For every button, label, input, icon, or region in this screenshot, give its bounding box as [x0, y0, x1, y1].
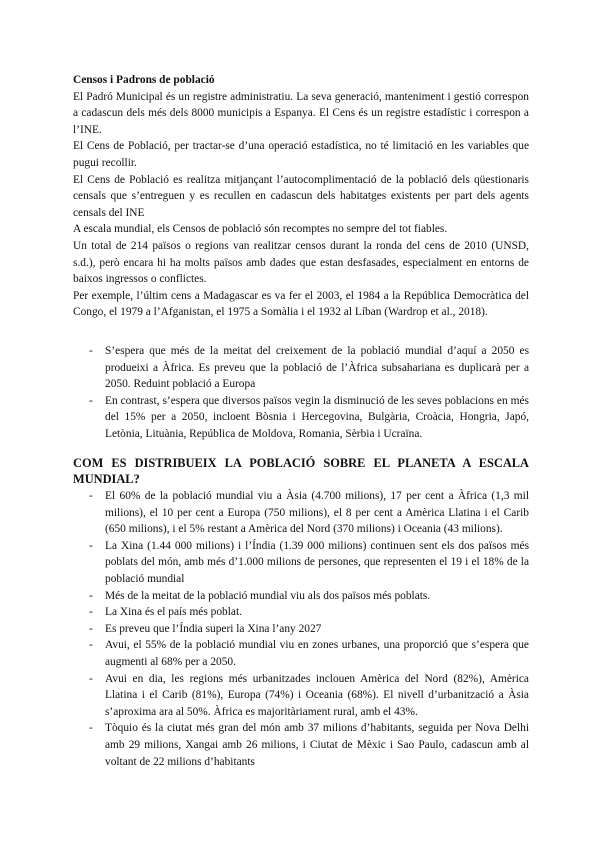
list-item — [73, 343, 529, 393]
section-title: Censos i Padrons de població — [73, 74, 215, 86]
dash-bullet: - — [89, 394, 93, 407]
distribution-bullet-list — [73, 488, 529, 770]
dash-bullet: - — [89, 639, 93, 652]
list-item-text: Avui, el 55% de la població mundial viu en zones urbanes, una proporció que s’espera que augmenti al 68% per a 2050. — [105, 639, 529, 668]
list-item-text: La Xina (1.44 000 milions) i l’Índia (1.39 000 milions) continuen sent els dos països més poblats del món, amb més d’1.000 milions de persones, que representen el 19 i el 18% de la població mundial — [105, 539, 529, 585]
distribution-heading: COM ES DISTRIBUEIX LA POBLACIÓ SOBRE EL PLANETA A ESCALA MUNDIAL? — [73, 456, 529, 486]
list-item — [73, 637, 529, 670]
paragraph: El Padró Municipal és un registre administratiu. La seva generació, manteniment i gestió correspon a cadascun dels més dels 8000 municipis a Espanya. El Cens és un registre estadístic i correspon a l’INE. — [73, 90, 529, 136]
list-item-text: S’espera que més de la meitat del creixement de la població mundial d’aquí a 2050 es produeixi a Àfrica. Es preveu que la població de l’Àfrica subsahariana es duplicarà per a 2050. Reduint població a Europa — [105, 345, 529, 391]
list-item-text: Més de la meitat de la població mundial viu als dos països més poblats. — [105, 589, 431, 602]
paragraph: Per exemple, l’últim cens a Madagascar es va fer el 2003, el 1984 a la República Democràtica del Congo, el 1979 a l’Afganistan, el 1975 a Somàlia i el 1932 al Líban (Wardrop et al., 2018). — [73, 289, 529, 319]
dash-bullet: - — [89, 589, 93, 602]
growth-bullet-list — [73, 343, 529, 443]
dash-bullet: - — [89, 722, 93, 735]
list-item — [73, 720, 529, 770]
dash-bullet: - — [89, 345, 93, 357]
dash-bullet: - — [89, 490, 93, 502]
list-item — [73, 538, 529, 588]
list-item-text: Avui en dia, les regions més urbanitzades inclouen Amèrica del Nord (82%), Amèrica Llatina i el Carib (81%), Europa (74%) i Oceania (68%). El nivell d’urbanització a Àsia s’aproxima ara al 50%. Àfrica es majoritàriament rural, amb el 43%. — [105, 672, 529, 718]
list-item-text: Es preveu que l’Índia superi la Xina l’any 2027 — [105, 622, 322, 635]
dash-bullet: - — [89, 606, 93, 619]
paragraph: Un total de 214 països o regions van realitzar censos durant la ronda del cens de 2010 (UNSD, s.d.), però encara hi ha molts països amb dades que estan desfasades, especialment en entorns de baixos ingressos o conflictes. — [73, 239, 529, 286]
dash-bullet: - — [89, 672, 93, 685]
list-item-text: La Xina és el país més poblat. — [105, 606, 242, 619]
paragraph: El Cens de Població, per tractar-se d’una operació estadística, no té limitació en les variables que pugui recollir. — [73, 140, 529, 169]
list-item-text: En contrast, s’espera que diversos països vegin la disminució de les seves poblacions en més del 15% per a 2050, incloent Bòsnia i Hercegovina, Bulgària, Croàcia, Hongria, Japó, Letònia, Lituània, República de Moldova, Romania, Sèrbia i Ucraïna. — [105, 394, 529, 440]
list-item — [73, 588, 529, 605]
list-item — [73, 604, 529, 621]
dash-bullet: - — [89, 539, 93, 552]
census-section — [73, 72, 529, 321]
list-item — [73, 621, 529, 638]
list-item-text: Tòquio és la ciutat més gran del món amb 37 milions d’habitants, seguida per Nova Delhi amb 29 milions, Xangai amb 26 milions, i Ciutat de Mèxic i Sao Paulo, cadascun amb al voltant de 22 milions d’habitants — [105, 722, 529, 768]
list-item — [73, 671, 529, 721]
dash-bullet: - — [89, 622, 93, 635]
paragraph: A escala mundial, els Censos de població són recomptes no sempre del tot fiables. — [73, 223, 448, 236]
paragraph: El Cens de Població es realitza mitjançant l’autocomplimentació de la població dels qüestionaris censals que s’entreguen y es recullen en cadascun dels habitatges existents per part dels agents censals del INE — [73, 173, 529, 219]
list-item-text: El 60% de la població mundial viu a Àsia (4.700 milions), 17 per cent a Àfrica (1,3 mil milions), el 10 per cent a Europa (750 milions), el 8 per cent a Amèrica Llatina i el Carib (650 milions), i el 5% restant a Amèrica del Nord (370 milions) i Oceania (43 milions). — [105, 490, 529, 536]
list-item — [73, 488, 529, 538]
list-item — [73, 393, 529, 443]
